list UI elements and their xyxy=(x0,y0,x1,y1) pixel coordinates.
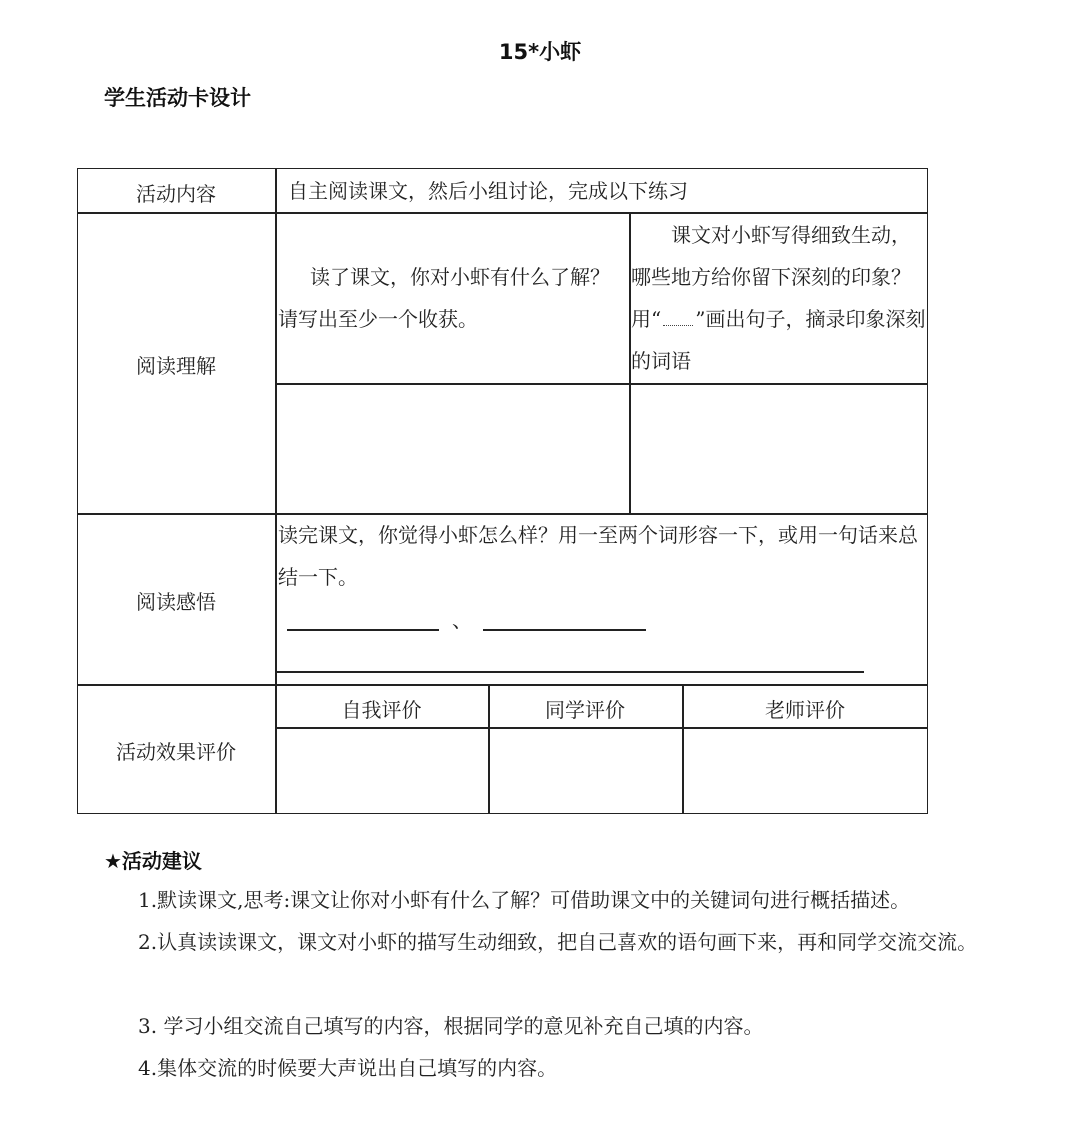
eval-header-peer: 同学评价 xyxy=(545,698,625,722)
eval-cell-self[interactable] xyxy=(277,729,487,813)
row-label-reading-reflection: 阅读感悟 xyxy=(136,590,216,614)
question-1-text: 读了课文，你对小虾有什么了解？请写出至少一个收获。 xyxy=(278,265,610,331)
comprehension-question-1 xyxy=(278,256,624,340)
answer-area-2[interactable] xyxy=(631,385,927,512)
word-blank-2[interactable] xyxy=(483,629,646,631)
row-label-evaluation: 活动效果评价 xyxy=(116,740,236,764)
row-label-activity-content: 活动内容 xyxy=(136,182,216,206)
page-title: 15*小虾 xyxy=(498,40,582,64)
eval-header-self: 自我评价 xyxy=(341,698,422,722)
word-separator: 、 xyxy=(452,608,472,632)
eval-cell-teacher[interactable] xyxy=(684,729,927,813)
reflection-prompt: 读完课文，你觉得小虾怎么样？用一至两个词形容一下，或用一句话来总结一下。 xyxy=(278,523,918,589)
suggestion-item-3: 3. 学习小组交流自己填写的内容，根据同学的意见补充自己填的内容。 xyxy=(138,1014,764,1038)
suggestion-item-1: 1.默读课文,思考:课文让你对小虾有什么了解？可借助课文中的关键词句进行概括描述。 xyxy=(138,888,911,912)
activity-content-text: 自主阅读课文，然后小组讨论，完成以下练习 xyxy=(288,179,688,203)
word-blank-1[interactable] xyxy=(287,629,439,631)
row-label-reading-comprehension: 阅读理解 xyxy=(136,354,216,378)
section-subtitle: 学生活动卡设计 xyxy=(104,86,251,110)
question-2-text-after: ”画出句子，摘录印象深刻的词语 xyxy=(631,307,926,373)
row-divider-3 xyxy=(77,684,928,686)
wavy-underline-icon xyxy=(663,325,693,326)
suggestions-title: ★活动建议 xyxy=(104,849,202,873)
suggestion-item-2: 2.认真读读课文，课文对小虾的描写生动细致，把自己喜欢的语句画下来，再和同学交流交流。 xyxy=(138,930,978,954)
sentence-blank[interactable] xyxy=(276,671,864,673)
eval-cell-peer[interactable] xyxy=(490,729,681,813)
question-2-text-before: 课文对小虾写得细致生动，哪些地方给你留下深刻的印象？用“ xyxy=(631,223,911,331)
eval-header-teacher: 老师评价 xyxy=(765,698,845,722)
answer-area-1[interactable] xyxy=(277,385,628,512)
suggestion-item-4: 4.集体交流的时候要大声说出自己填写的内容。 xyxy=(138,1056,558,1080)
comprehension-question-2 xyxy=(631,214,926,382)
